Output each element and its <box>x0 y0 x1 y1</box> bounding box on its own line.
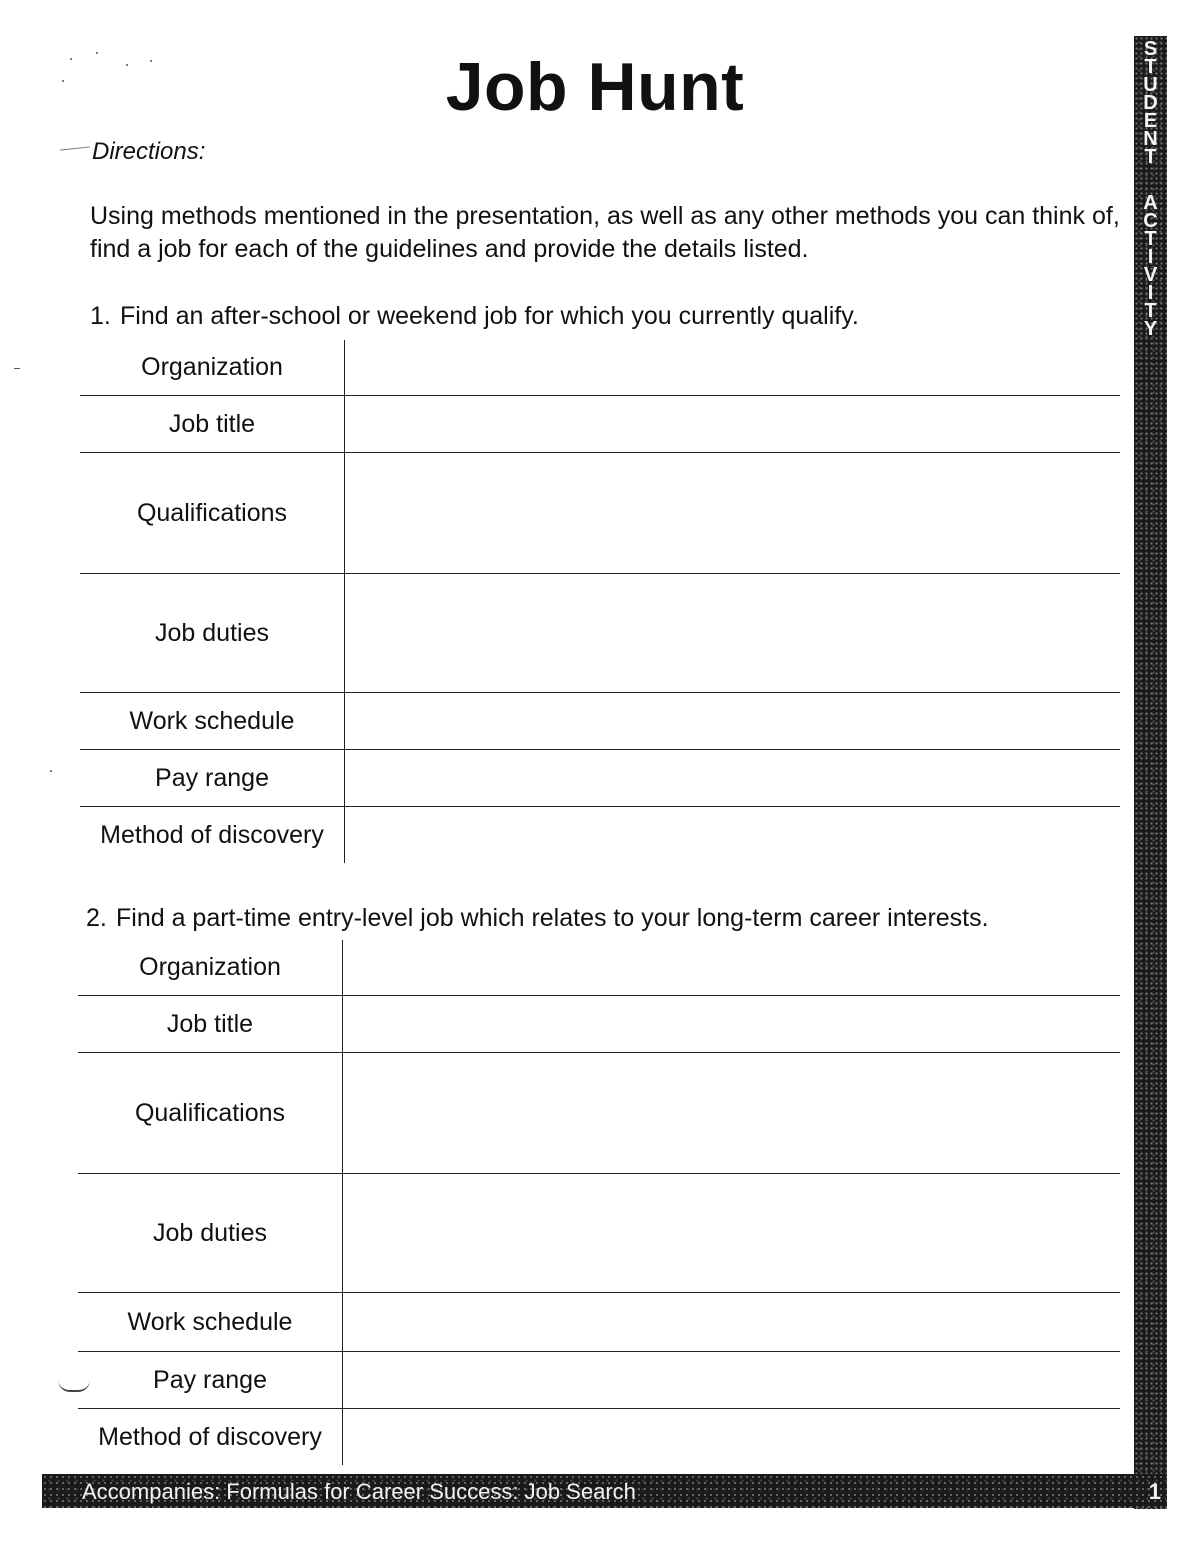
question-number: 1. <box>90 302 111 330</box>
directions-text: Using methods mentioned in the presentation, as well as any other methods you can think of, find a job for each of the guidelines and provide the details listed. <box>90 202 1120 263</box>
form-row-organization <box>80 340 1120 396</box>
organization-field[interactable] <box>346 340 1120 395</box>
pen-mark <box>60 146 90 152</box>
field-label: Job duties <box>80 574 345 692</box>
question-2 <box>86 904 989 933</box>
field-label: Pay range <box>78 1352 343 1408</box>
job-duties-field[interactable] <box>344 1174 1120 1292</box>
job-duties-field[interactable] <box>346 574 1120 692</box>
form-row-job-duties <box>80 574 1120 693</box>
form-row-work-schedule <box>78 1293 1120 1352</box>
job-title-field[interactable] <box>344 996 1120 1052</box>
side-letter: V <box>1143 264 1158 286</box>
page-number: 1 <box>1148 1479 1161 1504</box>
pay-range-field[interactable] <box>346 750 1120 806</box>
speck <box>50 770 52 772</box>
side-letter: S <box>1143 38 1158 60</box>
form-row-method-of-discovery <box>80 807 1120 863</box>
job-title-field[interactable] <box>346 396 1120 452</box>
field-label: Method of discovery <box>78 1409 343 1465</box>
field-label: Organization <box>80 340 345 395</box>
side-letter: C <box>1143 210 1158 232</box>
form-row-organization <box>78 940 1120 996</box>
field-label: Job title <box>80 396 345 452</box>
side-letter: I <box>1147 246 1154 268</box>
speck <box>14 368 20 369</box>
field-label: Work schedule <box>80 693 345 749</box>
field-label: Job title <box>78 996 343 1052</box>
side-letter: U <box>1143 74 1158 96</box>
question-text: Find a part-time entry-level job which relates to your long-term career interests. <box>116 904 989 932</box>
work-schedule-field[interactable] <box>344 1293 1120 1351</box>
side-letter: T <box>1144 56 1157 78</box>
field-label: Work schedule <box>78 1293 343 1351</box>
footer-bar <box>42 1474 1167 1508</box>
side-letter: Y <box>1143 318 1158 340</box>
question-number: 2. <box>86 904 107 932</box>
job-form-2 <box>78 940 1120 1465</box>
directions-label: Directions: <box>92 138 206 165</box>
field-label: Method of discovery <box>80 807 345 863</box>
side-letter: A <box>1143 192 1158 214</box>
method-of-discovery-field[interactable] <box>344 1409 1120 1465</box>
qualifications-field[interactable] <box>346 453 1120 573</box>
side-letter: T <box>1144 300 1157 322</box>
field-label: Pay range <box>80 750 345 806</box>
form-row-qualifications <box>78 1053 1120 1174</box>
field-label: Qualifications <box>80 453 345 573</box>
job-form-1 <box>80 340 1120 863</box>
field-label: Job duties <box>78 1174 343 1292</box>
form-row-job-title <box>80 396 1120 453</box>
side-letter: N <box>1143 128 1158 150</box>
method-of-discovery-field[interactable] <box>346 807 1120 863</box>
form-row-method-of-discovery <box>78 1409 1120 1465</box>
side-letter: T <box>1144 146 1157 168</box>
form-row-job-title <box>78 996 1120 1053</box>
organization-field[interactable] <box>344 940 1120 995</box>
qualifications-field[interactable] <box>344 1053 1120 1173</box>
page-title: Job Hunt <box>445 49 745 125</box>
footer-text: Accompanies: Formulas for Career Success: Job Search <box>82 1479 636 1504</box>
student-activity-side-tab <box>1134 36 1167 1509</box>
form-row-work-schedule <box>80 693 1120 750</box>
question-1 <box>90 302 859 331</box>
form-row-pay-range <box>78 1352 1120 1409</box>
field-label: Organization <box>78 940 343 995</box>
form-row-qualifications <box>80 453 1120 574</box>
side-letter: E <box>1143 110 1158 132</box>
side-letter: I <box>1147 282 1154 304</box>
side-tab-letters <box>1134 40 1167 338</box>
question-text: Find an after-school or weekend job for which you currently qualify. <box>120 302 859 330</box>
form-row-job-duties <box>78 1174 1120 1293</box>
side-letter: T <box>1144 228 1157 250</box>
field-label: Qualifications <box>78 1053 343 1173</box>
pay-range-field[interactable] <box>344 1352 1120 1408</box>
form-row-pay-range <box>80 750 1120 807</box>
side-letter: D <box>1143 92 1158 114</box>
work-schedule-field[interactable] <box>346 693 1120 749</box>
